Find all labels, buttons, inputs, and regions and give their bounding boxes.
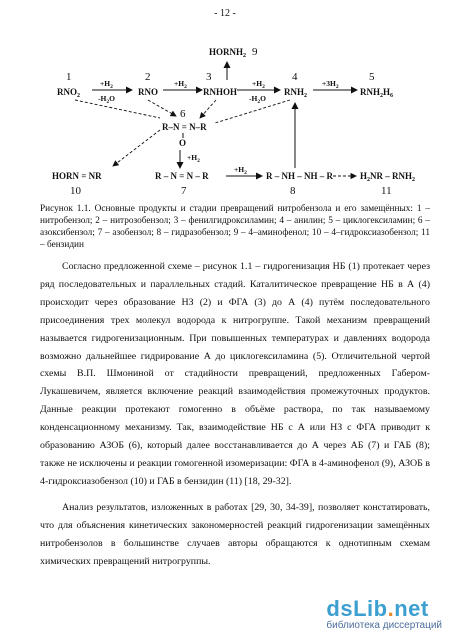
- compound-8: R – NH – NH – R: [266, 171, 333, 181]
- svg-text:RNH2H6: $RNH_2H_6$: [360, 87, 394, 99]
- dslib-watermark-logo: dsLib.net библиотека диссертаций: [326, 596, 442, 631]
- compound-6: R–N = N–R: [162, 122, 207, 132]
- scheme-num-10: 10: [70, 185, 81, 197]
- body-text: [40, 258, 430, 570]
- compound-4: RNH: [284, 87, 304, 97]
- compound-10: HORN = NR: [52, 171, 102, 181]
- dash-2-6: [148, 100, 176, 116]
- scheme-num-5: 5: [369, 71, 375, 83]
- scheme-num-3: 3: [206, 71, 212, 83]
- svg-text:HORNH29: $HORNH_2$ 9: [209, 46, 258, 59]
- page-number: - 12 -: [214, 8, 236, 19]
- dash-4-6: [215, 100, 290, 123]
- svg-text:O: O: [179, 138, 187, 148]
- svg-text:+H2: $+H_2$: [234, 165, 247, 176]
- compound-9: HORNH: [209, 47, 244, 57]
- compound-11: H: [360, 171, 368, 181]
- svg-text:-H2O: $-H_2O$: [249, 94, 266, 105]
- svg-text:H2NR – RNH2: $H_2NR - RNH_2$: [360, 171, 416, 183]
- scheme-num-11: 11: [381, 185, 392, 197]
- compound-2: RNO: [138, 87, 158, 97]
- svg-text:RNH2: $RNH_2$: [284, 87, 307, 99]
- svg-text:-H2O: $-H_2O$: [98, 94, 115, 105]
- paragraph-1: Согласно предложенной схеме – рисунок 1.1 – гидрогенизация НБ (1) протекает через ряд последовательных и параллельных стадий. Каталитическое превращение НБ в А (4) происходит через образование НЗ (2) и ФГА (3) до А (4) путём последовательного присоединения трех молекул водорода к нитрогруппе. Такой механизм превращений называется гидрогенизационным. При повышенных температурах и давлениях водорода возможно дальнейшее гидрирование А до циклогексиламина (5). Отличительной чертой схемы В.П. Шмониной от стадийности превращений, предложенных Габером-Лукашевичем, является включение реакций взаимодействия промежуточных продуктов. Данные реакции протекают гомогенно в объёме раствора, по так называемому конденсационному механизму. Так, взаимодействие НБ с А или НЗ с ФГА приводит к образованию АЗОБ (6), который далее восстанавливается до А через АБ (7) и ГАБ (8); также не исключены и реакции гомогенной изомеризации: ФГА в 4-аминофенол (9), АЗОБ в 4-гидроксиазобензол (10) и ГАБ в бензидин (11) [18, 29-32].: [40, 261, 430, 487]
- svg-text:+3H2: $+3H_2$: [322, 79, 339, 90]
- compound-3: RNHOH: [203, 87, 238, 97]
- svg-text:+H2: $+H_2$: [174, 79, 187, 90]
- compound-1: RNO: [57, 87, 77, 97]
- scheme-num-7: 7: [181, 185, 187, 197]
- svg-text:+H2: $+H_2$: [100, 79, 113, 90]
- dash-1-6: [75, 100, 160, 118]
- scheme-num-8: 8: [290, 185, 296, 197]
- scheme-num-1: 1: [66, 71, 72, 83]
- dash-6-10: [113, 130, 160, 166]
- svg-text:+H2: $+H_2$: [252, 79, 265, 90]
- paragraph-2: Анализ результатов, изложенных в работах [29, 30, 34-39], позволяет констатировать, что для объяснения кинетических закономерностей реакций гидрогенизации замещённых нитробензолов в большинстве случаев авторы обращаются к однотипным схемам химических превращений нитрогруппы.: [40, 501, 430, 567]
- compound-5: RNH: [360, 87, 380, 97]
- svg-text:+H2: $+H_2$: [187, 153, 200, 164]
- scheme-num-4: 4: [292, 71, 298, 83]
- compound-7: R – N = N – R: [155, 171, 209, 181]
- scheme-num-2: 2: [145, 71, 151, 83]
- figure-caption: Рисунок 1.1. Основные продукты и стадии превращений нитробензола и его замещённых: 1 – нитробензол; 2 – нитрозобензол; 3 – фенилгидроксиламин; 4 – анилин; 5 – циклогексиламин; 6 – азоксибензол; 7 – азобензол; 8 – гидразобензол; 9 – 4–аминофенол; 10 – 4–гидроксиазобензол; 11 – бензидин: [40, 204, 430, 250]
- dash-3-6: [200, 100, 216, 118]
- watermark-brand: dsLib: [326, 596, 388, 621]
- svg-text:RNO2: $RNO_2$: [57, 87, 80, 99]
- scheme-num-6: 6: [180, 108, 186, 120]
- watermark-subtitle: библиотека диссертаций: [326, 620, 442, 631]
- reaction-scheme: [0, 0, 450, 200]
